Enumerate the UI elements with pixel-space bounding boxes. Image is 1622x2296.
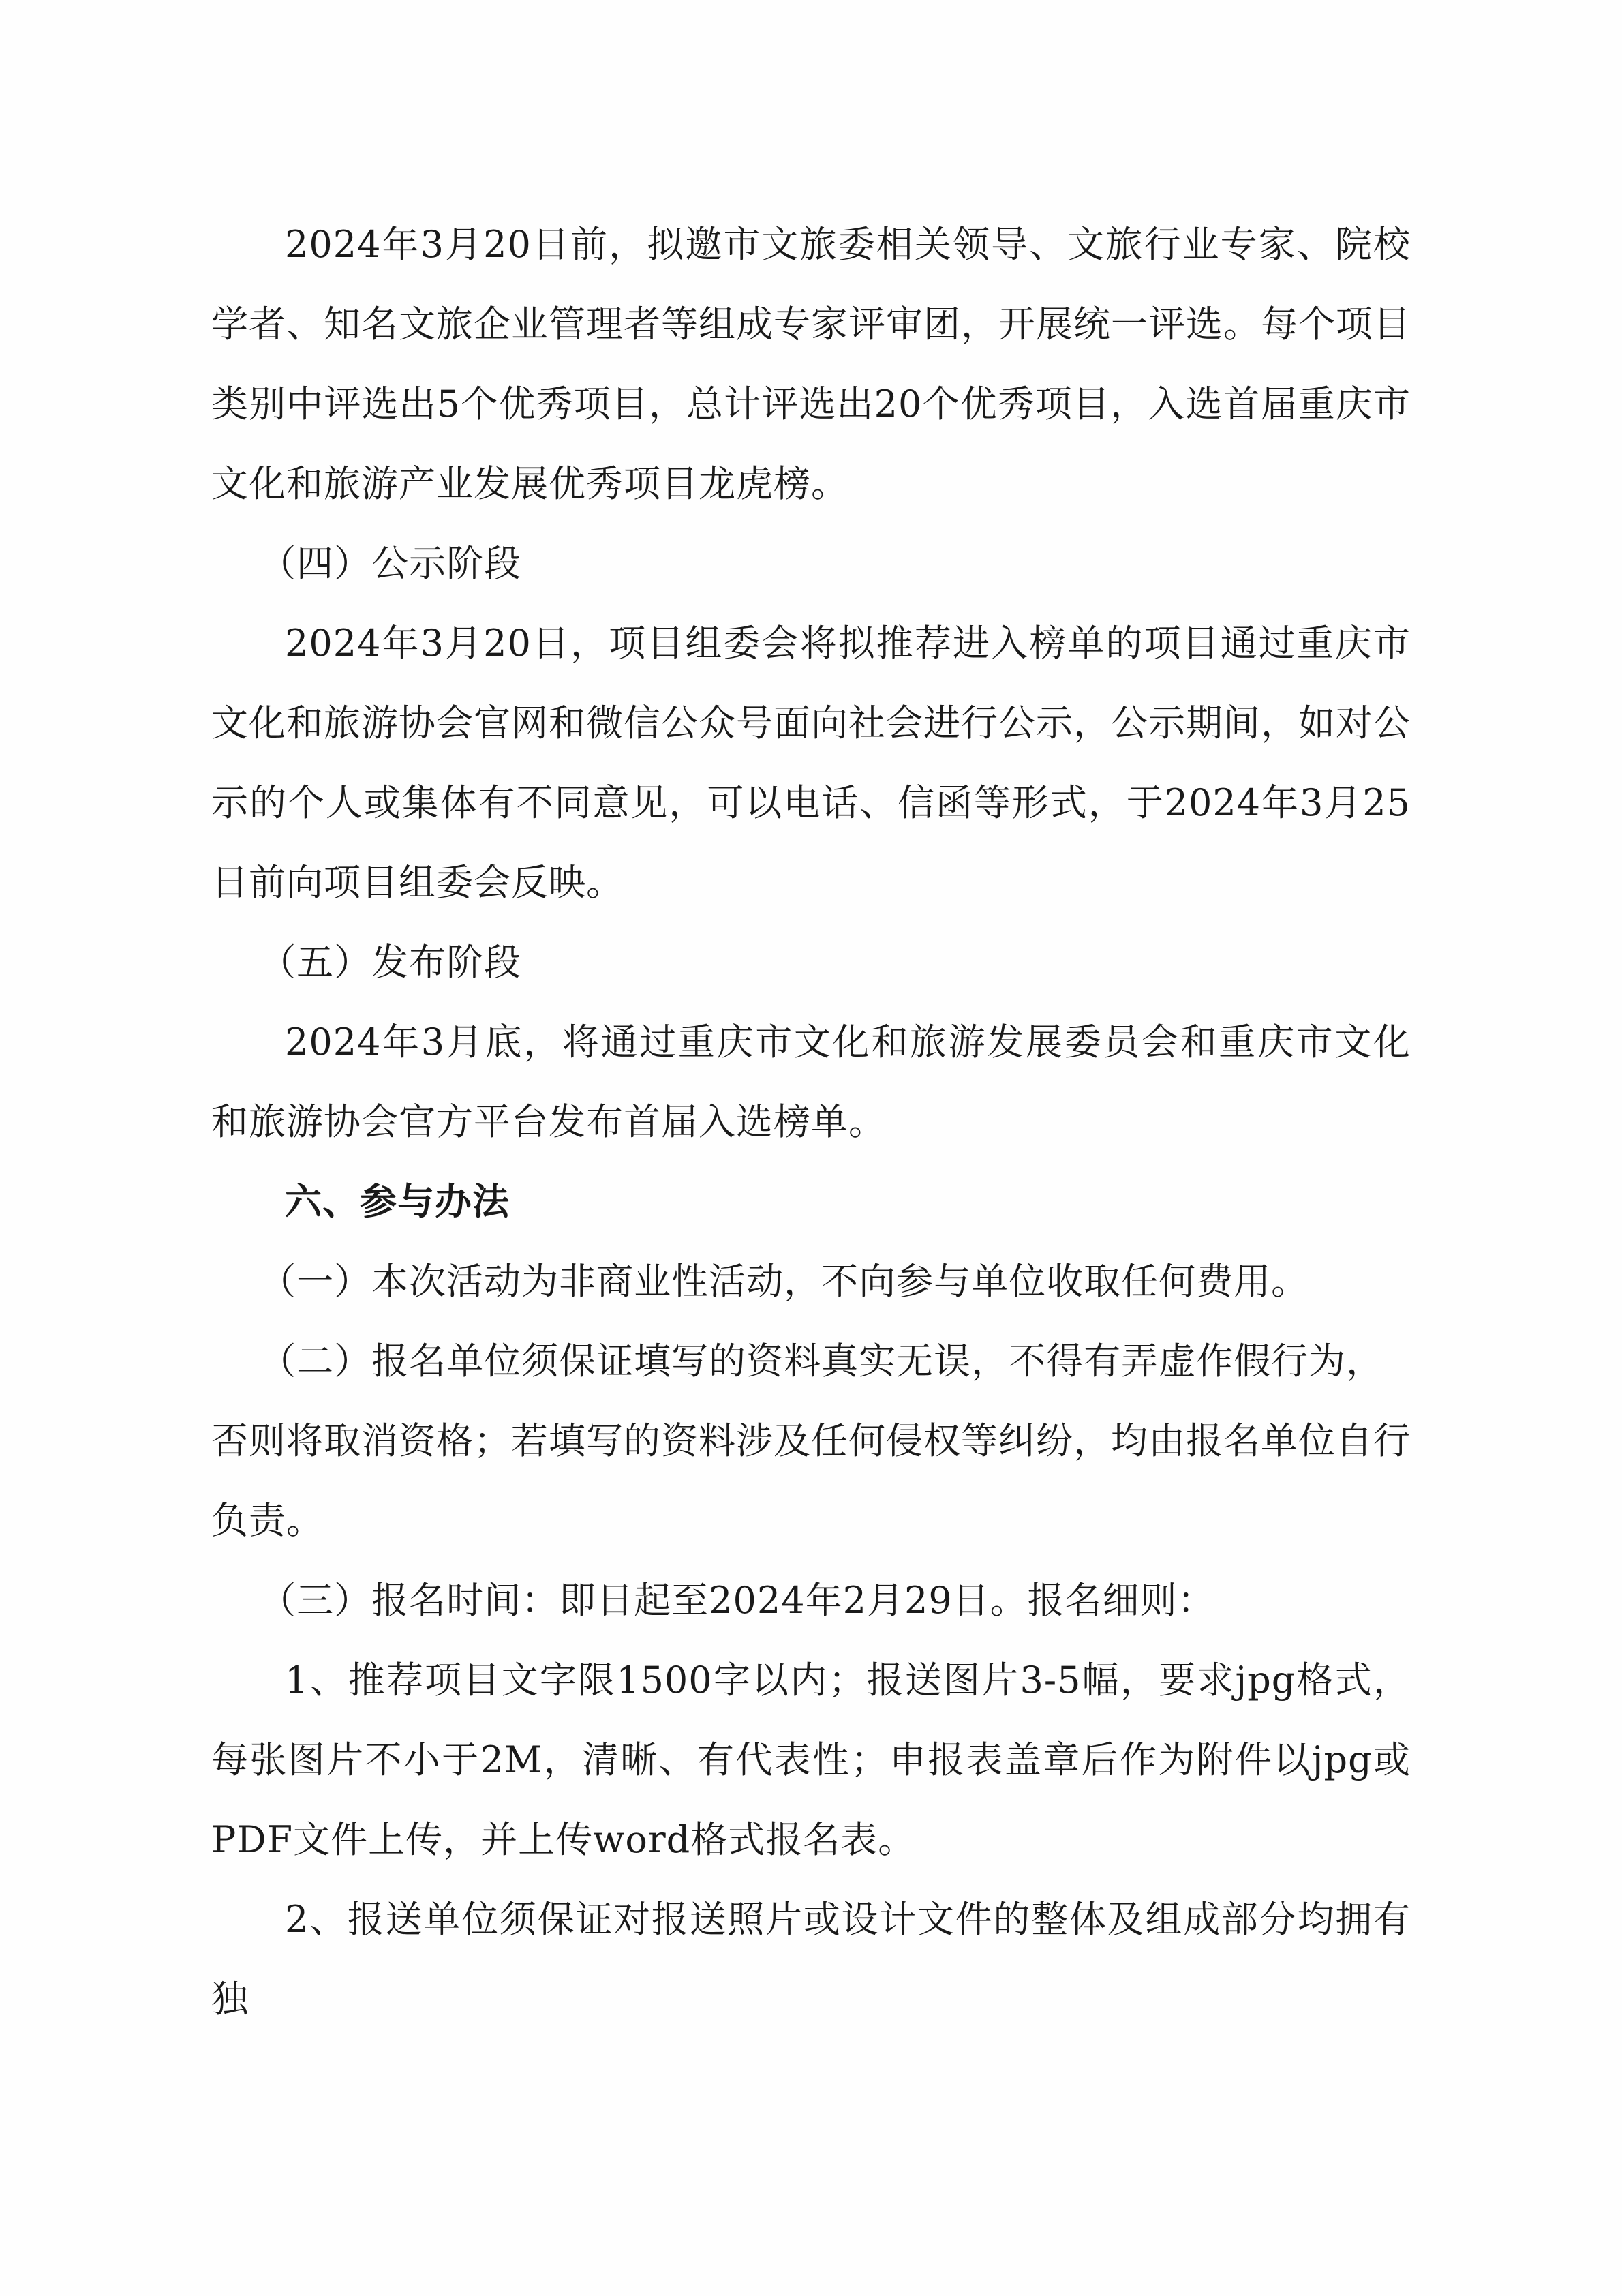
paragraph-publicity: 2024年3月20日，项目组委会将拟推荐进入榜单的项目通过重庆市文化和旅游协会官网和微信公众号面向社会进行公示，公示期间，如对公示的个人或集体有不同意见，可以电话、信函等形式，于2024年3月25日前向项目组委会反映。 — [211, 622, 1411, 904]
heading-participation: 六、参与办法 — [285, 1179, 510, 1223]
paragraph-release: 2024年3月底，将通过重庆市文化和旅游发展委员会和重庆市文化和旅游协会官方平台发布首届入选榜单。 — [211, 1021, 1411, 1143]
section-release-stage: （五）发布阶段 — [259, 941, 522, 984]
rule-2: 2、报送单位须保证对报送照片或设计文件的整体及组成部分均拥有独 — [211, 1898, 1411, 2021]
rule-1: 1、推荐项目文字限1500字以内；报送图片3-5幅，要求jpg格式，每张图片不小于2M，清晰、有代表性；申报表盖章后作为附件以jpg或PDF文件上传，并上传word格式报名表。 — [211, 1659, 1411, 1861]
item-data-accuracy: （二）报名单位须保证填写的资料真实无误，不得有弄虚作假行为，否则将取消资格；若填写的资料涉及任何侵权等纠纷，均由报名单位自行负责。 — [211, 1340, 1411, 1542]
section-publicity-stage: （四）公示阶段 — [259, 542, 522, 585]
document-body — [211, 205, 1411, 2039]
paragraph-review-stage: 2024年3月20日前，拟邀市文旅委相关领导、文旅行业专家、院校学者、知名文旅企业管理者等组成专家评审团，开展统一评选。每个项目类别中评选出5个优秀项目，总计评选出20个优秀项目，入选首届重庆市文化和旅游产业发展优秀项目龙虎榜。 — [211, 223, 1411, 505]
item-registration-time: （三）报名时间：即日起至2024年2月29日。报名细则： — [259, 1579, 1215, 1622]
item-non-commercial: （一）本次活动为非商业性活动，不向参与单位收取任何费用。 — [259, 1260, 1309, 1303]
